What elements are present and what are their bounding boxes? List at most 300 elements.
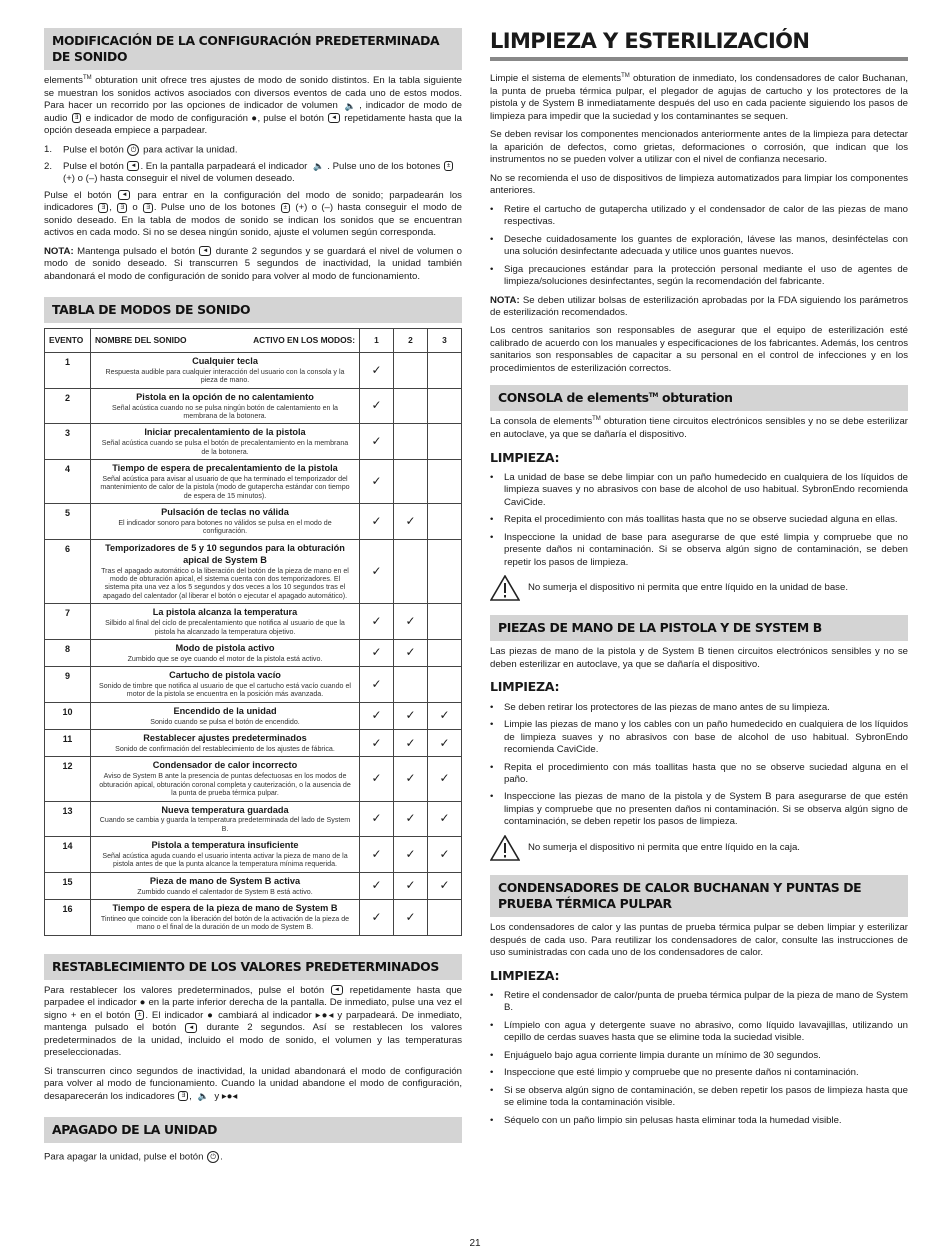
sound-description: El indicador sonoro para botones no válidos se pulsa en el modo de configuración. bbox=[118, 519, 332, 536]
sound-description: Tras el apagado automático o la liberación del botón de la pieza de mano en el modo de obturación apical, el sistema cuenta con dos temporizadores. El sistema pita una vez a los 5 segundos y dos veces a los 10 segundos tras el apagado del calentador (al liberar el botón o ejecutar el apagado automático). bbox=[101, 566, 349, 600]
sound-name: Pistola en la opción de no calentamiento bbox=[136, 391, 314, 402]
text: y parpadeará. De inmediato, mantenga pulsado el botón bbox=[44, 1009, 463, 1034]
speaker-icon: 🔈 bbox=[313, 161, 325, 172]
checkmark-icon: ✓ bbox=[371, 645, 382, 660]
handpieces-cleaning-heading: LIMPIEZA: bbox=[490, 679, 560, 695]
text: Limpie el sistema de elements bbox=[490, 73, 622, 85]
header-evento: EVENTO bbox=[45, 329, 91, 353]
section-header-handpieces bbox=[490, 615, 908, 641]
precautions-list bbox=[490, 204, 908, 289]
mode-2-cell bbox=[394, 872, 428, 899]
mode-1-cell bbox=[360, 757, 394, 801]
power-off-paragraph bbox=[44, 1151, 462, 1164]
section-header-sound-config bbox=[44, 28, 462, 70]
section-header-reset bbox=[44, 954, 462, 980]
table-row bbox=[45, 730, 462, 757]
mode-2-cell bbox=[394, 900, 428, 936]
checkmark-icon: ✓ bbox=[371, 878, 382, 893]
table-row bbox=[45, 504, 462, 540]
sound-mode-instructions bbox=[44, 190, 462, 240]
speaker-icon: 🔈 bbox=[344, 100, 357, 111]
list-item: • La unidad de base se debe limpiar con un paño humedecido en cualquiera de los líquidos de limpieza suaves y no abrasivos con base de alcohol de uso habitual. SybronEndo recomienda CaviCide. bbox=[490, 472, 908, 509]
event-number: 12 bbox=[45, 757, 91, 801]
sound-name: Modo de pistola activo bbox=[175, 642, 275, 653]
table-body bbox=[45, 353, 462, 936]
mode-2-cell bbox=[394, 539, 428, 603]
section-title: RESTABLECIMIENTO DE LOS VALORES PREDETERMINADOS bbox=[52, 958, 439, 974]
table-row bbox=[45, 388, 462, 424]
handpieces-paragraph: Las piezas de mano de la pistola y de System B tienen circuitos electrónicos sensibles y no se deben esterilizar en autoclave, ya que se dañaría el dispositivo. bbox=[490, 646, 908, 670]
mode-3-cell bbox=[428, 872, 462, 899]
text: . Pulse uno de los botones bbox=[327, 160, 441, 172]
mode-2-cell bbox=[394, 504, 428, 540]
list-item: • Séquelo con un paño limpio sin pelusas hasta eliminar toda la humedad visible. bbox=[490, 1115, 908, 1127]
checkmark-icon: ✓ bbox=[371, 513, 382, 528]
sound-name-cell bbox=[91, 702, 360, 729]
sound-name-cell bbox=[91, 460, 360, 504]
text: Para restablecer los valores predeterminados, pulse el botón bbox=[44, 984, 325, 996]
text: Pulse el botón bbox=[63, 160, 124, 172]
mode-3-cell bbox=[428, 539, 462, 603]
mode-3-cell bbox=[428, 639, 462, 666]
list-item: • Limpie las piezas de mano y los cables con un paño humedecido en cualquiera de los líquidos de limpieza suaves y no abrasivos con base de alcohol de uso habitual. SybronEndo recomienda CaviCide. bbox=[490, 719, 908, 756]
mode-1-cell bbox=[360, 900, 394, 936]
sound-name-cell bbox=[91, 639, 360, 666]
text: repetidamente hasta que parpadee el indicador bbox=[44, 984, 462, 1009]
checkmark-icon: ✓ bbox=[371, 613, 382, 628]
sound-modes-table bbox=[44, 328, 462, 936]
cleaning-intro bbox=[490, 73, 908, 123]
sound-config-intro bbox=[44, 75, 462, 138]
mode-3-cell bbox=[428, 667, 462, 703]
sound-name-cell bbox=[91, 539, 360, 603]
text: La consola de elements bbox=[490, 416, 593, 428]
speaker-icon: 🔈 bbox=[197, 1091, 209, 1102]
condensers-paragraph: Los condensadores de calor y las puntas de prueba térmica pulpar se deben limpiar y esterilizar después de cada uso. Para reutilizar los condensadores de calor, consulte las instrucciones de uso suministradas con cada uno de los condensadores de calor. bbox=[490, 922, 908, 959]
header-mode-1: 1 bbox=[360, 329, 394, 353]
checkmark-icon: ✓ bbox=[439, 846, 450, 861]
sound-description: Zumbido cuando el calentador de System B está activo. bbox=[137, 887, 313, 896]
event-number: 15 bbox=[45, 872, 91, 899]
table-row bbox=[45, 702, 462, 729]
text: . El indicador bbox=[145, 1009, 204, 1021]
plus-minus-icon: ± bbox=[281, 203, 290, 213]
sound-name-cell bbox=[91, 353, 360, 389]
text: obturation tiene circuitos electrónicos sensibles y no se debe esterilizar en autoclave, ya que se dañaría el dispositivo. bbox=[490, 416, 908, 441]
audio-mode-icon: ∃ bbox=[178, 1091, 188, 1101]
section-title: MODIFICACIÓN DE LA CONFIGURACIÓN PREDETERMINADA DE SONIDO bbox=[52, 33, 440, 65]
mode-3-cell bbox=[428, 837, 462, 873]
table-row bbox=[45, 667, 462, 703]
main-title: LIMPIEZA Y ESTERILIZACIÓN bbox=[490, 28, 908, 61]
mode-1-cell bbox=[360, 730, 394, 757]
list-item: • Repita el procedimiento con más toallitas hasta que no se observe suciedad alguna en ellas. bbox=[490, 514, 908, 526]
mode-button-icon: ◄ bbox=[331, 985, 343, 995]
mode-2-cell bbox=[394, 353, 428, 389]
dots-indicator-icon: ▸●◂ bbox=[315, 1009, 334, 1021]
mode-2-cell bbox=[394, 757, 428, 801]
text: o bbox=[132, 202, 138, 214]
text: (+) o (–) hasta conseguir el modo de sonido deseado. En la tabla de modos de sonido se indican los sonidos que se encuentran activos en cada modo. Si no se desea ningún sonido, ajuste el volumen según corresponda. bbox=[44, 202, 462, 239]
header-mode-2: 2 bbox=[394, 329, 428, 353]
step-2 bbox=[44, 161, 462, 186]
checkmark-icon: ✓ bbox=[371, 563, 382, 578]
audio-mode-icon: ∃ bbox=[72, 113, 82, 123]
config-dot-icon: ● bbox=[251, 112, 258, 124]
plus-minus-icon: ± bbox=[135, 1010, 144, 1020]
mode-1-cell bbox=[360, 604, 394, 640]
checkmark-icon: ✓ bbox=[371, 434, 382, 448]
text: durante 2 segundos y se guardará el nivel de volumen o modo de sonido deseado. Si transcurren 5 segundos de inactividad, la unidad también abandonará el modo de configuración de sonido para volver al modo de funcionamiento. bbox=[44, 245, 463, 282]
checkmark-icon: ✓ bbox=[371, 811, 382, 826]
mode-1-cell bbox=[360, 504, 394, 540]
trademark: TM bbox=[621, 73, 630, 80]
text: Se deben utilizar bolsas de esterilización aprobadas por la FDA siguiendo los parámetros de esterilización recomendados. bbox=[490, 294, 908, 318]
list-item: • Se deben retirar los protectores de las piezas de mano antes de su limpieza. bbox=[490, 702, 908, 714]
event-number: 1 bbox=[45, 353, 91, 389]
handpieces-cleaning-list bbox=[490, 702, 908, 829]
sound-name: Iniciar precalentamiento de la pistola bbox=[144, 427, 306, 438]
sound-name: Condensador de calor incorrecto bbox=[152, 760, 298, 771]
mode-button-icon: ◄ bbox=[185, 1023, 197, 1033]
sound-name: Cartucho de pistola vacío bbox=[169, 670, 281, 681]
mode-3-cell bbox=[428, 801, 462, 837]
plus-minus-icon: ± bbox=[444, 161, 453, 171]
text: cambiará al indicador bbox=[218, 1009, 312, 1021]
sound-description: Zumbido que se oye cuando el motor de la pistola está activo. bbox=[127, 654, 323, 663]
sound-name-cell bbox=[91, 424, 360, 460]
note-label: NOTA: bbox=[490, 294, 520, 306]
checkmark-icon: ✓ bbox=[371, 473, 382, 488]
text: . En la pantalla parpadeará el indicador bbox=[140, 160, 308, 172]
table-row bbox=[45, 837, 462, 873]
sound-description: Respuesta audible para cualquier interacción del usuario con la consola y la pieza de mano. bbox=[105, 368, 345, 385]
event-number: 16 bbox=[45, 900, 91, 936]
table-row bbox=[45, 900, 462, 936]
section-title bbox=[498, 390, 900, 406]
sound-name: Cualquier tecla bbox=[192, 356, 258, 367]
event-number: 3 bbox=[45, 424, 91, 460]
step-number: 1. bbox=[44, 143, 53, 155]
mode-3-cell bbox=[428, 604, 462, 640]
sound-name: Tiempo de espera de la pieza de mano de System B bbox=[112, 903, 338, 914]
sound-name: Tiempo de espera de precalentamiento de la pistola bbox=[112, 463, 338, 474]
sterilization-note bbox=[490, 295, 908, 320]
table-header-row bbox=[45, 329, 462, 353]
sound-description: Silbido al final del ciclo de precalentamiento que notifica al usuario de que la pistola ha alcanzado la temperatura objetivo. bbox=[105, 619, 345, 636]
list-item: • Siga precauciones estándar para la protección personal mediante el uso de agentes de limpieza/soluciones desinfectantes, según la recomendación del fabricante. bbox=[490, 264, 908, 289]
text: obturation unit ofrece tres ajustes de modo de sonido distintos. En la tabla siguiente se muestran los sonidos activos asociados con diversos eventos de cada uno de estos modos. Para hacer un recorrido por las opciones de indicador de volumen bbox=[44, 75, 462, 112]
checkmark-icon: ✓ bbox=[439, 811, 450, 826]
sound-name: Encendido de la unidad bbox=[173, 705, 277, 716]
text: obturation bbox=[658, 390, 733, 406]
mode-1-cell bbox=[360, 837, 394, 873]
mode-3-cell bbox=[428, 900, 462, 936]
checkmark-icon: ✓ bbox=[405, 771, 416, 786]
sound-description: Señal acústica cuando se pulsa el botón de precalentamiento en la membrana de la botonera. bbox=[101, 439, 349, 456]
warning-text: No sumerja el dispositivo ni permita que entre líquido en la caja. bbox=[528, 841, 800, 853]
sound-description: Señal acústica aguda cuando el usuario intenta activar la pieza de mano de la pistola antes de que la punta alcance la temperatura mínima requerida. bbox=[102, 852, 348, 869]
mode-2-cell bbox=[394, 424, 428, 460]
right-column bbox=[490, 28, 908, 1133]
mode-2-cell bbox=[394, 702, 428, 729]
mode-2-cell bbox=[394, 730, 428, 757]
text: CONSOLA de elements bbox=[498, 390, 649, 406]
table-row bbox=[45, 872, 462, 899]
warning-text: No sumerja el dispositivo ni permita que entre líquido en la unidad de base. bbox=[528, 581, 848, 593]
text: Si transcurren cinco segundos de inactividad, la unidad abandonará el modo de configuración para volver al modo de funcionamiento. Cuando la unidad abandone el modo de configuración, desaparecerán los indicadores bbox=[44, 1065, 462, 1102]
event-number: 14 bbox=[45, 837, 91, 873]
checkmark-icon: ✓ bbox=[371, 398, 382, 413]
mode-button-icon: ◄ bbox=[127, 161, 139, 171]
sound-name-cell bbox=[91, 388, 360, 424]
mode-1-cell bbox=[360, 702, 394, 729]
audio-mode-icon: ∃ bbox=[117, 203, 127, 213]
checkmark-icon: ✓ bbox=[405, 513, 416, 528]
event-number: 2 bbox=[45, 388, 91, 424]
warning-triangle-icon bbox=[490, 835, 520, 861]
sound-description: Señal acústica cuando no se pulsa ningún botón de calentamiento en la membrana de la botonera. bbox=[112, 403, 338, 421]
mode-2-cell bbox=[394, 837, 428, 873]
checkmark-icon: ✓ bbox=[405, 811, 416, 826]
text: durante 2 segundos. Así se restablecen los valores predeterminados de la unidad, incluido el modo de sonido, el volumen y las temperaturas preseleccionadas. bbox=[44, 1022, 463, 1059]
text: obturation de inmediato, los condensadores de calor Buchanan, la punta de prueba térmica pulpar, el plegador de agujas de cartucho y los protectores de la pistola y de System B inmediatamente después del uso en cada paciente siguiendo los pasos de limpieza para impedir que la suciedad y los contaminantes se sequen. bbox=[490, 73, 908, 122]
list-item: • Inspeccione la unidad de base para asegurarse de que esté limpia y compruebe que no presente daños ni contaminación. Si se observa algún signo de contaminación, se deben repetir los pasos de limpieza. bbox=[490, 532, 908, 569]
power-button-icon: ⏻ bbox=[127, 144, 139, 156]
checkmark-icon: ✓ bbox=[439, 771, 450, 786]
text: , bbox=[109, 202, 112, 214]
mode-button-icon: ◄ bbox=[199, 246, 211, 256]
trademark: TM bbox=[648, 392, 659, 400]
section-header-power-off bbox=[44, 1117, 462, 1143]
text: para entrar en la configuración del modo de sonido; parpadearán los indicadores bbox=[44, 189, 462, 214]
checkmark-icon: ✓ bbox=[405, 613, 416, 628]
header-nombre-activo bbox=[91, 329, 360, 353]
mode-1-cell bbox=[360, 388, 394, 424]
list-item: • Inspeccione que esté limpio y compruebe que no presente daños ni contaminación. bbox=[490, 1067, 908, 1079]
sound-description: Sonido de confirmación del restablecimiento de los ajustes de fábrica. bbox=[115, 745, 335, 754]
text: Mantenga pulsado el botón bbox=[77, 245, 196, 257]
checkmark-icon: ✓ bbox=[371, 846, 382, 861]
event-number: 4 bbox=[45, 460, 91, 504]
sound-description: Señal acústica para avisar al usuario de que ha terminado el temporizador del mantenimiento de calor de la pistola (modo de gutapercha estándar con tiempo de espera de 15 minutos). bbox=[100, 475, 350, 500]
list-item: • Enjuáguelo bajo agua corriente limpia durante un mínimo de 30 segundos. bbox=[490, 1050, 908, 1062]
mode-button-icon: ◄ bbox=[118, 190, 130, 200]
console-cleaning-list bbox=[490, 472, 908, 569]
sound-name: Pieza de mano de System B activa bbox=[149, 875, 301, 886]
header-activo: ACTIVO EN LOS MODOS: bbox=[253, 335, 355, 346]
checkmark-icon: ✓ bbox=[405, 735, 416, 750]
mode-1-cell bbox=[360, 424, 394, 460]
note-label: NOTA: bbox=[44, 245, 74, 257]
sound-description: Tintineo que coincide con la liberación del botón de la activación de la pieza de mano o el final de la duración de un modo de System B. bbox=[100, 915, 350, 932]
checkmark-icon: ✓ bbox=[371, 909, 382, 924]
mode-3-cell bbox=[428, 504, 462, 540]
header-nombre: NOMBRE DEL SONIDO bbox=[95, 335, 187, 346]
sound-name: La pistola alcanza la temperatura bbox=[152, 607, 298, 618]
list-item: • Retire el cartucho de gutapercha utilizado y el condensador de calor de las piezas de mano respectivas. bbox=[490, 204, 908, 229]
sound-name: Restablecer ajustes predeterminados bbox=[143, 733, 307, 744]
event-number: 11 bbox=[45, 730, 91, 757]
mode-3-cell bbox=[428, 353, 462, 389]
text: , pulse el botón bbox=[257, 112, 324, 124]
mode-3-cell bbox=[428, 460, 462, 504]
audio-mode-icon: ∃ bbox=[98, 203, 108, 213]
event-number: 6 bbox=[45, 539, 91, 603]
list-item: • Si se observa algún signo de contaminación, se deben repetir los pasos de limpieza hasta que se elimine toda la contaminación visible. bbox=[490, 1085, 908, 1110]
sound-name-cell bbox=[91, 900, 360, 936]
section-header-condensers bbox=[490, 875, 908, 917]
text: (+) o (–) hasta conseguir el nivel de volumen deseado. bbox=[63, 173, 295, 185]
console-warning bbox=[490, 575, 908, 601]
mode-1-cell bbox=[360, 872, 394, 899]
text: , indicador de modo de audio bbox=[44, 100, 462, 124]
sound-name-cell bbox=[91, 801, 360, 837]
mode-3-cell bbox=[428, 757, 462, 801]
text: Para apagar la unidad, pulse el botón bbox=[44, 1151, 204, 1163]
checkmark-icon: ✓ bbox=[371, 735, 382, 750]
table-row bbox=[45, 424, 462, 460]
mode-1-cell bbox=[360, 639, 394, 666]
console-paragraph bbox=[490, 416, 908, 441]
event-number: 5 bbox=[45, 504, 91, 540]
mode-2-cell bbox=[394, 639, 428, 666]
sound-description: Sonido cuando se pulsa el botón de encendido. bbox=[150, 717, 300, 726]
sound-name-cell bbox=[91, 604, 360, 640]
checkmark-icon: ✓ bbox=[439, 735, 450, 750]
sound-description: Aviso de System B ante la presencia de puntas defectuosas en los modos de obturación apical, obturación coronal completa y cauterización, o la ausencia de la punta de prueba térmica pulpar. bbox=[99, 772, 351, 798]
checkmark-icon: ✓ bbox=[405, 645, 416, 660]
mode-3-cell bbox=[428, 730, 462, 757]
mode-1-cell bbox=[360, 353, 394, 389]
table-row bbox=[45, 539, 462, 603]
automated-cleaning-paragraph: No se recomienda el uso de dispositivos de limpieza automatizados para limpiar los componentes anteriores. bbox=[490, 172, 908, 197]
sound-name: Pistola a temperatura insuficiente bbox=[151, 840, 299, 851]
mode-1-cell bbox=[360, 539, 394, 603]
checkmark-icon: ✓ bbox=[371, 362, 382, 377]
event-number: 8 bbox=[45, 639, 91, 666]
warning-triangle-icon bbox=[490, 575, 520, 601]
power-button-icon: ⏻ bbox=[207, 1151, 219, 1163]
text: . Pulse uno de los botones bbox=[153, 202, 276, 214]
text: e indicador de modo de configuración bbox=[85, 112, 249, 124]
section-title: TABLA DE MODOS DE SONIDO bbox=[52, 302, 251, 317]
page-number: 21 bbox=[469, 1238, 481, 1248]
mode-2-cell bbox=[394, 388, 428, 424]
section-title: PIEZAS DE MANO DE LA PISTOLA Y DE SYSTEM B bbox=[498, 620, 822, 636]
mode-2-cell bbox=[394, 801, 428, 837]
sound-name-cell bbox=[91, 872, 360, 899]
list-item: • Repita el procedimiento con más toallitas hasta que no se observe suciedad alguna en el paño. bbox=[490, 762, 908, 787]
checkmark-icon: ✓ bbox=[405, 909, 416, 924]
text: Pulse el botón bbox=[44, 189, 112, 201]
checkmark-icon: ✓ bbox=[439, 878, 450, 893]
mode-3-cell bbox=[428, 388, 462, 424]
sound-name-cell bbox=[91, 757, 360, 801]
handpieces-warning bbox=[490, 835, 908, 861]
sound-name: Pulsación de teclas no válida bbox=[161, 507, 289, 518]
config-dot-icon: ● bbox=[139, 997, 146, 1009]
sound-name-cell bbox=[91, 837, 360, 873]
steps-list bbox=[44, 144, 462, 186]
condensers-cleaning-heading: LIMPIEZA: bbox=[490, 967, 560, 983]
reset-paragraph-2 bbox=[44, 1066, 462, 1103]
trademark: TM bbox=[592, 416, 601, 423]
text: para activar la unidad. bbox=[143, 144, 238, 156]
list-item: • Límpielo con agua y detergente suave no abrasivo, como líquido lavavajillas, utilizando un cepillo de cerdas suaves hasta que se elimine toda la suciedad visible. bbox=[490, 1020, 908, 1045]
mode-2-cell bbox=[394, 667, 428, 703]
checkmark-icon: ✓ bbox=[371, 676, 382, 691]
inspection-paragraph: Se deben revisar los componentes mencionados anteriormente antes de la limpieza para detectar la aparición de defectos, como grietas, deformaciones o corrosión, que indican que los instrumentos no se pueden volver a utilizar con el nivel de confianza necesario. bbox=[490, 129, 908, 166]
checkmark-icon: ✓ bbox=[371, 708, 382, 723]
config-dot-icon: ● bbox=[207, 1009, 215, 1021]
table-row bbox=[45, 604, 462, 640]
mode-button-icon: ◄ bbox=[328, 113, 340, 123]
mode-1-cell bbox=[360, 667, 394, 703]
dots-indicator-icon: ▸●◂ bbox=[221, 1090, 238, 1102]
mode-1-cell bbox=[360, 460, 394, 504]
event-number: 10 bbox=[45, 702, 91, 729]
table-row bbox=[45, 460, 462, 504]
step-1 bbox=[44, 144, 462, 157]
sound-description: Cuando se cambia y guarda la temperatura predeterminada del lado de System B. bbox=[99, 816, 351, 833]
sound-description: Sonido de timbre que notifica al usuario de que el cartucho está vacío cuando el motor de la pistola se encuentra en la posición más avanzada. bbox=[99, 682, 351, 699]
console-cleaning-heading: LIMPIEZA: bbox=[490, 449, 560, 465]
event-number: 13 bbox=[45, 801, 91, 837]
checkmark-icon: ✓ bbox=[371, 771, 382, 786]
table-row bbox=[45, 353, 462, 389]
section-header-modes-table bbox=[44, 297, 462, 323]
checkmark-icon: ✓ bbox=[405, 878, 416, 893]
audio-mode-icon: ∃ bbox=[143, 203, 153, 213]
table-row bbox=[45, 757, 462, 801]
checkmark-icon: ✓ bbox=[405, 708, 416, 723]
sound-name: Temporizadores de 5 y 10 segundos para la obturación apical de System B bbox=[105, 542, 345, 565]
checkmark-icon: ✓ bbox=[439, 708, 450, 723]
text: Pulse el botón bbox=[63, 144, 124, 156]
condensers-cleaning-list bbox=[490, 990, 908, 1127]
event-number: 9 bbox=[45, 667, 91, 703]
section-header-console bbox=[490, 385, 908, 411]
list-item: • Deseche cuidadosamente los guantes de exploración, lávese las manos, desinféctelas con una solución desinfectante adecuada y utilice unos guantes nuevos. bbox=[490, 234, 908, 259]
mode-3-cell bbox=[428, 702, 462, 729]
text: . bbox=[220, 1151, 223, 1163]
sound-name-cell bbox=[91, 504, 360, 540]
header-mode-3: 3 bbox=[428, 329, 462, 353]
sound-config-note bbox=[44, 246, 462, 283]
list-item: • Inspeccione las piezas de mano de la pistola y de System B para asegurarse de que estén limpias y compruebe que no presenten daños ni contaminación. Si se observa algún signo de contaminación, se deben repetir los pasos de limpieza. bbox=[490, 791, 908, 828]
event-number: 7 bbox=[45, 604, 91, 640]
step-number: 2. bbox=[44, 160, 53, 172]
section-title: CONDENSADORES DE CALOR BUCHANAN Y PUNTAS DE PRUEBA TÉRMICA PULPAR bbox=[498, 879, 862, 911]
mode-2-cell bbox=[394, 460, 428, 504]
mode-2-cell bbox=[394, 604, 428, 640]
sound-name: Nueva temperatura guardada bbox=[161, 804, 289, 815]
text: , bbox=[189, 1090, 192, 1102]
left-column bbox=[44, 28, 462, 1170]
list-item: • Retire el condensador de calor/punta de prueba térmica pulpar de la pieza de mano de System B. bbox=[490, 990, 908, 1015]
section-title: APAGADO DE LA UNIDAD bbox=[52, 1122, 218, 1138]
trademark: TM bbox=[82, 75, 92, 82]
text: y bbox=[214, 1090, 220, 1102]
reset-paragraph-1 bbox=[44, 985, 462, 1060]
checkmark-icon: ✓ bbox=[405, 846, 416, 861]
text: elements bbox=[44, 75, 83, 87]
text: en la parte inferior derecha de la pantalla. De inmediato, pulse una vez el signo + en el botón bbox=[44, 997, 462, 1021]
table-row bbox=[45, 801, 462, 837]
responsibility-paragraph: Los centros sanitarios son responsables de asegurar que el equipo de esterilización esté calibrado de acuerdo con los manuales y especificaciones de los fabricantes. Además, los centros sanitarios son responsables de capacitar a su personal en el control de infecciones y en los procedimientos de esterilización correctos. bbox=[490, 325, 908, 374]
mode-3-cell bbox=[428, 424, 462, 460]
